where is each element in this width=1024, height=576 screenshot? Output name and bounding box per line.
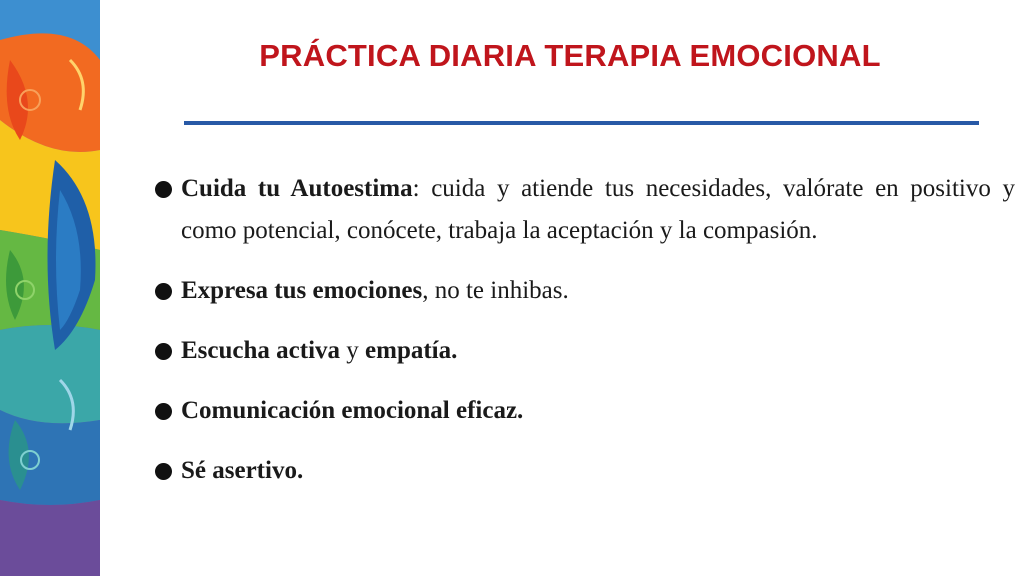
bullet-icon: [155, 463, 172, 480]
bullet-bold: Cuida tu Autoestima: [181, 175, 413, 202]
bullet-item-asertivo: [153, 450, 1015, 492]
bullet-bold-2: empatía.: [365, 337, 458, 364]
bullet-item-escucha: [153, 330, 1015, 372]
bullet-text: , no te inhibas.: [422, 277, 569, 304]
slide-title: PRÁCTICA DIARIA TERAPIA EMOCIONAL: [259, 38, 881, 73]
bullet-text: y: [340, 337, 366, 364]
bullet-item-comunicacion: [153, 390, 1015, 432]
bullet-icon: [155, 181, 172, 198]
bullet-bold: Comunicación emocional eficaz.: [181, 397, 524, 424]
bullet-list: [153, 168, 1015, 510]
bullet-icon: [155, 343, 172, 360]
bullet-item-autoestima: [153, 168, 1015, 252]
title-divider: [184, 121, 979, 125]
bullet-bold: Escucha activa: [181, 337, 341, 364]
bullet-item-expresa: [153, 270, 1015, 312]
mandala-artwork-image: [0, 0, 100, 576]
mandala-artwork-svg: [0, 0, 100, 576]
bullet-bold: Sé asertivo.: [181, 457, 304, 484]
bullet-icon: [155, 403, 172, 420]
bullet-icon: [155, 283, 172, 300]
bullet-text: : cuida y atiende tus necesidades, valórate en positivo y como potencial, conócete, trabaja la aceptación y la compasión.: [181, 175, 1015, 244]
bullet-bold: Expresa tus emociones: [181, 277, 423, 304]
